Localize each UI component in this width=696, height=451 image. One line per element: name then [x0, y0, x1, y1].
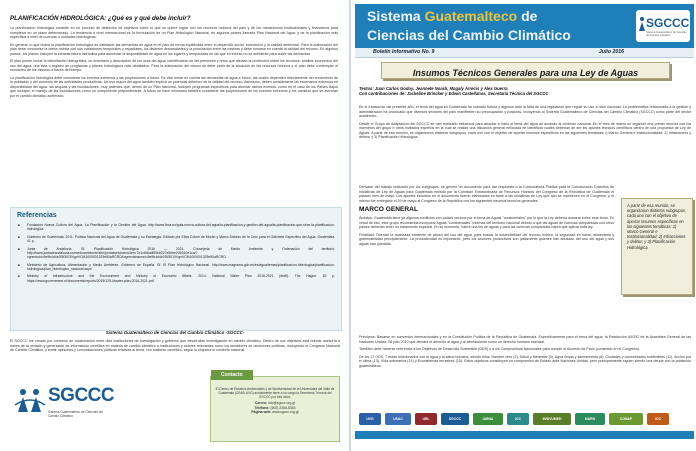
contact-web — [215, 410, 335, 414]
title-part: Sistema — [367, 8, 425, 24]
partner-logos — [359, 413, 691, 427]
paragraph: La planificación hidrológica consiste en un proceso de definición de objetivos sobre lo que se quiere lograr con los recursos hídricos del país y de los mecanismos institucionales y financieros para cumplirlos en un plazo determinado. La tendencia a nivel internacional es la formulación de un Plan Hidrológico Nacional, en algunos países llamado Plan Nacional del Agua, y de la planificación más específica a nivel de cuencas o unidades hidrológicas. — [10, 26, 338, 39]
section-title — [10, 15, 190, 22]
web-label: Página web: — [251, 410, 272, 415]
article-title: Insumos Técnicos Generales para una Ley de Aguas — [412, 68, 639, 78]
planificacion-heading: PLANIFICACIÓN HIDROLÓGICA: ¿Qué es y qué debe incluir? — [10, 15, 191, 22]
web-value[interactable]: www.sgccc.org.gt — [272, 410, 299, 415]
sgccc-heading: Sistema Guatemalteco de Ciencias del Cambio Climático -SGCCC- — [105, 330, 245, 335]
header-logo-subtitle: Sistema Guatemalteco de Ciencias del Cambio Climático — [646, 31, 687, 37]
paragraph: Finalidad: Orientar la avanzada existente de abuso del uso del agua, para buscar la sostenibilidad del recurso hídrico, la seguridad en salud, alimentaria y gobernabilidad principalmente. La productividad es importante, pero los sectores productivos son justamente quienes han abusado del uso del agua y sus aguas han quedado. — [359, 232, 614, 246]
paragraph: El SGCCC fue creado por convenio de colaboración entre diez instituciones de investigación y gobierno que desarrollan investigación en cambio climático. Dentro de sus objetivos está brindar asesoría a través de la revisión y generación de información científica en materia de cambio climático a instituciones y actores relevantes como los tomadores de decisiones políticas, incluyendo el Congreso Nacional de Cambio Climático, y emitir opiniones y comunicaciones públicas relativas al tema, con sustento científico, según lo requiera el contexto nacional. — [10, 339, 340, 352]
people-icon — [638, 16, 646, 32]
footer-bar — [355, 431, 694, 439]
sgccc-logo — [14, 385, 115, 437]
reference-item: ■ Gobierno de Guatemala. 2011. Política Nacional del Agua de Guatemala y su Estrategia. Editado por Elisa Colom de Morán y Marco Antonio de la Cruz para el Gabinete Específico del Agua. Guatemala. 41 p. — [27, 235, 335, 244]
header-title-line1 — [367, 8, 537, 24]
references-list — [11, 223, 341, 283]
paragraph: Ámbitos: Guatemala tiene ya algunos conflictos con países vecinos por el tema de Aguas "continentales" por lo que la Ley debería avanzar sobre este tema. En virtud de eso, este grupo recomienda incorporar Aguas "continentales" internas del territorio nacional debido a que las aguas de cuencas compartidas con otros países deberían tener un tratamiento especial. En su momento, habrá una ley de aguas y para las cuencas compartidas habrá que aplicar esta ley. — [359, 216, 614, 229]
planificacion-body — [10, 26, 338, 101]
paragraph: Derivado del trabajo realizado por los subgrupos, se generó un documento para dar respuesta a la Convocatoria Pública para la Construcción Colectiva de Iniciativas de Ley de Aguas para Guatemala emitida por la Comisión Extraordinaria de Recursos Hídricos del Congreso de la República de Guatemala el pasado mes de mayo. Los aportes incluidos en el documento fueron elaborados en base a las iniciativas de Ley que aún se mantienen en el Congreso, y el mismo fue entregado el 29 de mayo al Congreso de la República con los siguientes insumos técnicos generales: — [359, 185, 614, 203]
references-box — [10, 207, 342, 331]
email-label: Correo: — [254, 401, 268, 406]
article-column — [359, 185, 614, 249]
paragraph: De los 17 ODS, 7 están relacionados con el agua y la salud humana, siendo ellos: Hambre cero (2), Salud y bienestar (3), Agua limpia y saneamiento (6), Ciudades y comunidades sostenibles (11), Acción por el clima (13), Vida submarina (14) y Ecosistemas terrestres (15). Estos objetivos constituyen un compromiso de Estado ante Naciones Unidas, pero principalmente siguen siendo una deuda con la población guatemalteca. — [359, 354, 691, 368]
reference-item: ■ Junta de Andalucía. Sf. Planificación Hidrológica 2016 — 2021. Consejería de Medio Ambiente y Ordenación del territorio. http://www.juntadeandalucia.es/medioambiente/site/portalweb/menuitem.7e1cf46ddf59bb227a9ebe205510e1ca/?vgnextoid=8e9b4d4e2f3f3010VgnVCM1000001325e50aRCRD&vgnextchannel=8e9b4d4e2f3f3010VgnVCM1000001325e50aRCRD — [27, 247, 335, 260]
paragraph: Desde el Grupo de Adaptación del SGCCC se han realizado esfuerzos para abordar a inicio el tema del agua de acuerdo al contexto nacional. En el mes de marzo se organizó una primer reunión con los miembros del grupo e otros invitados expertos en la cual se realizó una discusión general enfocada en identificar cuáles deberían de ser los aportes técnicos científicos dentro de una propuesta de Ley de Aguas. A partir de esa reunión, se organizaron distintos subgrupos, cada uno con el objetivo de aportar insumos específicos en las siguientes temáticas: i) Marco General e institucionalidad; 2) Infracciones y delitos; y 3) Planificación Hidrológica. — [359, 121, 691, 139]
bulletin-date: Julio 2016 — [598, 49, 624, 55]
paragraph: En el transcurso del presente año, el tema del agua en Guatemala ha cobrado fuerza y algunos ante la falta de una legislación que regule su uso a nivel nacional. La problemática relacionada a la gestión y administración ha provocado que diversos sectores del país manifiesten su preocupación y posturas, incluyendo al Sistema Guatemalteco de Ciencias del Cambio Climático (SGCCC) como parte del sector académico. — [359, 105, 691, 118]
partner-logo: USAC — [385, 413, 411, 425]
reference-item: ■ Ministerio de Agricultura, Alimentación y Medio Ambiente, Gobierno de España. Sf. El Plan Hidrológico Nacional. http://www.magrama.gob.es/es/agua/temas/planificacion-hidrologica/planificacion-hidrologica/plan_hidrologico_nacional.aspx — [27, 263, 335, 272]
partner-logo: ICC — [647, 413, 669, 425]
byline — [359, 86, 691, 97]
paragraph: La planificación hidrológica debe considerar los eventos extremos y las proyecciones a futuro. Es vital tomar en cuenta las demandas de agua a futuro, las cuales dependen directamente del crecimiento de la población y del aumento de las actividades productivas. Un uso mayor del agua también implica un potencial deterioro de la calidad del recurso. Asimismo, deben considerarse los escenarios extremos en disponibilidad del agua: las sequías y las inundaciones, muy patentes que, dentro de un Plan Nacional, incluyen programas específicos para abordar dichos eventos, como en el caso de los Países Bajos que incluyen el manejo de las inundaciones como un componente preponderante. A futuro se hace necesario también considerar las proyecciones de los eventos extremos y los cambios que se avizoran por el cambio climático acelerado. — [10, 75, 339, 98]
bulletin-strip — [355, 48, 694, 58]
marco-general-heading: MARCO GENERAL — [359, 206, 418, 213]
authors: Textos: Juan Carlos Godoy, Jeannete Noack, Magaly Arrecis y Alex Guerra — [359, 86, 508, 91]
contact-box — [210, 372, 340, 442]
right-page — [349, 0, 696, 451]
logo-name: SGCCC — [48, 385, 115, 406]
reference-item: ■ Fundación Nueva Cultura del Agua. La Planificación y la Gestión del Agua. http://www.fnca.eu/guia-nueva-cultura-del-agua/la-planificacion-y-gestion-del-agua/la-planificacion-que-sirve-la-planificacion-hidrologica — [27, 223, 335, 232]
phone-label: Teléfono: — [254, 405, 270, 410]
phone-value: (502) 2368-8353 — [270, 405, 296, 410]
article-title-box — [381, 62, 670, 79]
header-logo — [636, 10, 690, 42]
partner-logo: UVG — [359, 413, 381, 425]
contact-text: El Centro de Estudios Ambientales y de Biodiversidad de la Universidad del Valle de Guatemala (CEAB-UVG) actualmente tiene a su cargo la Secretaría Técnica del SGCCC por tres años. — [215, 387, 335, 400]
logo-subtitle: Sistema Guatemalteco de Ciencias del Cambio Climático — [48, 410, 103, 418]
bulletin-number: Boletín Informativo No. 9 — [373, 49, 435, 55]
partner-logo: URL — [415, 413, 437, 425]
contributors: Con contribuciones de: Jackeline Brincker y Edwin Castellanos, Secretaría Técnica del SGCCC — [359, 91, 549, 97]
article-intro — [359, 105, 691, 143]
article-continuation — [359, 335, 691, 371]
partner-logo: CONAP — [609, 413, 643, 425]
partner-logo: SGCCC — [441, 413, 469, 425]
pull-quote-box — [621, 198, 693, 295]
left-page — [0, 0, 346, 451]
paragraph: También debe hacerse referencia a los Objetivos de Desarrollo Sostenible (ODS) y a los Compromisos Nacionales para cumplir el Acuerdo de París (contenido en el Congreso). — [359, 347, 641, 351]
sgccc-description — [10, 339, 340, 353]
title-part-highlight: Guatemalteco — [424, 8, 518, 24]
contact-body — [215, 387, 335, 415]
references-title: Referencias — [17, 212, 57, 219]
partner-logo: MARN — [575, 413, 605, 425]
email-value[interactable]: info@sgccc.org.gt — [268, 401, 296, 406]
header-title-line2: Ciencias del Cambio Climático — [367, 27, 571, 43]
paragraph: Principios: Basarse en convenios internacionales y en la Constitución Política de la República de Guatemala. Específicamente para el tema del agua, la Resolución 64/292 de la Asamblea General de las Naciones Unidas, 28 julio 2010 que declara el derecho al agua y al saneamiento como un derecho humano esencial. — [359, 335, 691, 344]
pull-quote: A partir de esa reunión, se organizaron distintos subgrupos, cada uno con el objetivo de aportar insumos específicos en las siguientes temáticas: 1) Marco General e Institucionalidad; 2) Infracciones y delitos; y 3) Planificación Hidrológica. — [627, 203, 687, 250]
header-logo-name: SGCCC — [646, 16, 690, 30]
paragraph: En general, lo que busca la planificación hidrológica es satisfacer las demandas de agua en el país de forma equilibrada entre el desarrollo social, económico y la calidad ambiental. Para la elaboración del plan debe conocerse la oferta hídrica con sus variaciones temporales y espaciales, los distintos demandantes y la priorización entre las mismas y debe tomarse en cuenta la calidad del recurso. En algunos países, los planes incluyen la infraestructura hidráulica para aumentar la disponibilidad de agua en los lugares y temporadas en las que el recurso no es suficiente para cubrir las demandas. — [10, 42, 338, 56]
paragraph: El plan puede incluir la delimitación hidrográfica, un inventario y descripción de los usos del agua, identificación de las presiones y retos que afectan la protección sobre los recursos, análisis económico del uso del agua, una lista o registro de programas y planes hidrológicos más detallados. Para la elaboración del mismo se debe partir de la situación de los recursos hídricos y el plan debe contemplar el monitoreo de los mismos a través del tiempo. — [10, 59, 338, 72]
partner-logo: INSIVUMEH — [533, 413, 571, 425]
partner-logo: IARNA — [473, 413, 503, 425]
header-banner — [355, 4, 694, 48]
partner-logo: ICC — [507, 413, 529, 425]
title-part: de — [517, 8, 538, 24]
reference-item: ■ Ministry of Infrastructure and the Environment and Ministry of Economic Affairs. 2014. National Water Plan 2016-2021 (draft). The Hague. 82 p. https://www.government.nl/documents/reports/2015/12/14/water-plan-2016-2021-pdf — [27, 274, 335, 283]
people-icon — [14, 387, 46, 413]
contact-title: Contacto — [211, 370, 253, 380]
